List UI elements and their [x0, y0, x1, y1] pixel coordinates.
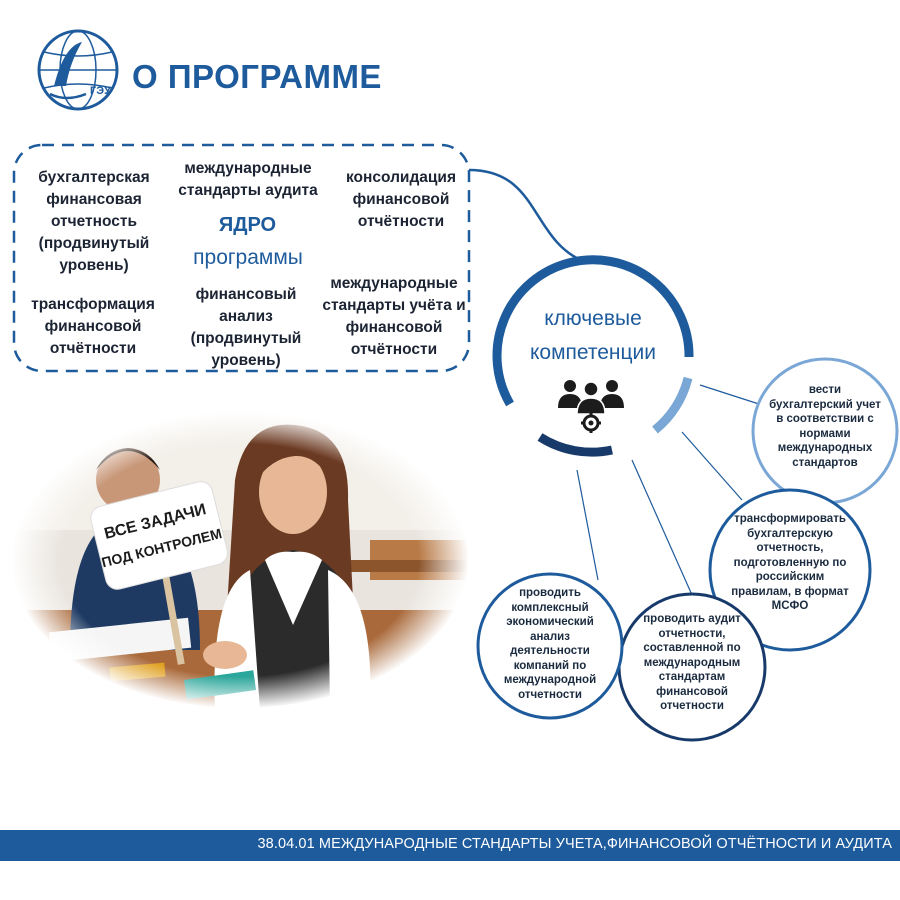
core-subtitle: программы: [193, 246, 303, 269]
core-item-transformation: трансформация финансовой отчётности: [31, 296, 155, 357]
competency-ifrs-accounting: вести бухгалтерский учет в соответствии с нормами международных стандартов: [769, 384, 881, 469]
logo-text: ГЭУ: [90, 85, 111, 97]
page-title: О ПРОГРАММЕ: [132, 58, 382, 95]
footer-program-title: 38.04.01 МЕЖДУНАРОДНЫЕ СТАНДАРТЫ УЧЕТА,ФИНАНСОВОЙ ОТЧЁТНОСТИ И АУДИТА: [257, 836, 892, 852]
competency-analysis: проводить комплексный экономический анализ деятельности компаний по международной отчетности: [503, 587, 597, 701]
team-gear-icon: [554, 376, 628, 434]
core-item-ifrs: международные стандарты учёта и финансовой отчётности: [322, 275, 466, 358]
core-item-financial-analysis: финансовый анализ (продвинутый уровень): [190, 286, 302, 369]
core-item-consolidation: консолидация финансовой отчётности: [345, 169, 457, 230]
core-item-audit-standards: международные стандарты аудита: [178, 160, 318, 199]
core-title: ЯДРО: [218, 214, 277, 236]
competency-audit: проводить аудит отчетности, составленной по международным стандартам финансовой отчетности: [643, 613, 741, 712]
footer-bar: [0, 830, 900, 861]
core-item-accounting: бухгалтерская финансовая отчетность (продвинутый уровень): [38, 169, 150, 274]
hub-label-line2: компетенции: [529, 341, 657, 364]
competency-transformation: трансформировать бухгалтерскую отчетность, подготовленную по российским правилам, в формат МСФО: [731, 513, 849, 612]
students-photo: [10, 410, 470, 710]
hub-label-line1: ключевые: [544, 307, 642, 330]
